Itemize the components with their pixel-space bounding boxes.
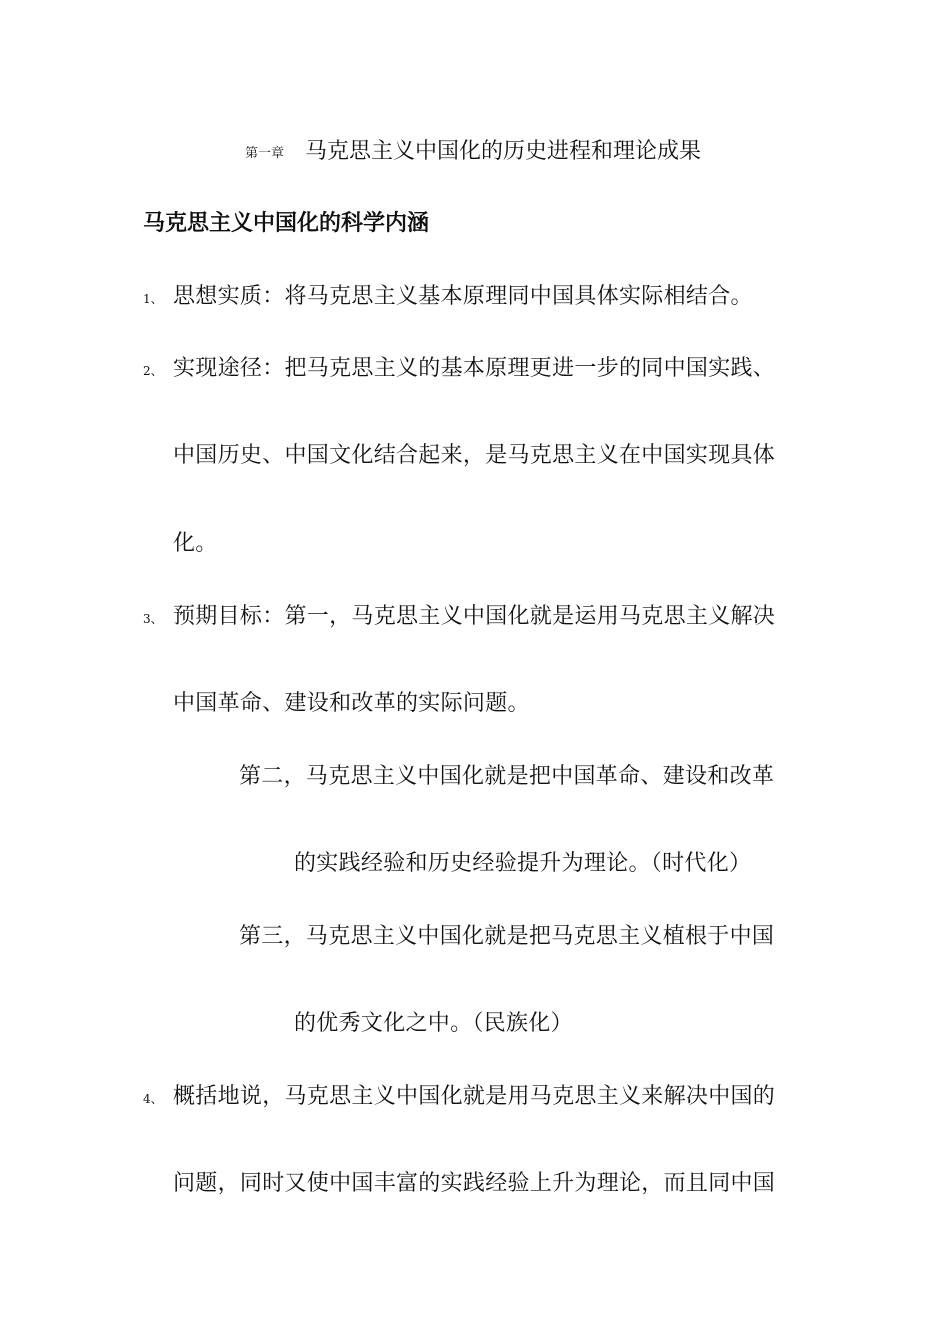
item-line: 思想实质：将马克思主义基本原理同中国具体实际相结合。 [173, 284, 753, 309]
sub-point-line: 第二，马克思主义中国化就是把中国革命、建设和改革 [239, 764, 775, 789]
item-number: 4、 [143, 1092, 163, 1106]
sub-point-line: 第三，马克思主义中国化就是把马克思主义植根于中国 [239, 924, 775, 949]
chapter-title: 马克思主义中国化的历史进程和理论成果 [305, 139, 702, 164]
item-line: 中国革命、建设和改革的实际问题。 [173, 691, 530, 716]
chapter-label: 第一章 [245, 146, 285, 161]
item-line: 实现途径：把马克思主义的基本原理更进一步的同中国实践、 [173, 356, 776, 381]
item-number: 1、 [143, 292, 163, 306]
sub-point-line: 的优秀文化之中。（民族化） [294, 1011, 573, 1036]
item-line: 中国历史、中国文化结合起来，是马克思主义在中国实现具体 [173, 443, 776, 468]
item-line: 预期目标：第一，马克思主义中国化就是运用马克思主义解决 [173, 604, 776, 629]
sub-point-line: 的实践经验和历史经验提升为理论。（时代化） [294, 851, 752, 876]
item-number: 2、 [143, 364, 163, 378]
item-number: 3、 [143, 612, 163, 626]
section-heading: 马克思主义中国化的科学内涵 [143, 211, 430, 236]
item-line: 问题，同时又使中国丰富的实践经验上升为理论，而且同中国 [173, 1171, 776, 1196]
item-line: 化。 [173, 531, 218, 556]
item-line: 概括地说，马克思主义中国化就是用马克思主义来解决中国的 [173, 1084, 776, 1109]
